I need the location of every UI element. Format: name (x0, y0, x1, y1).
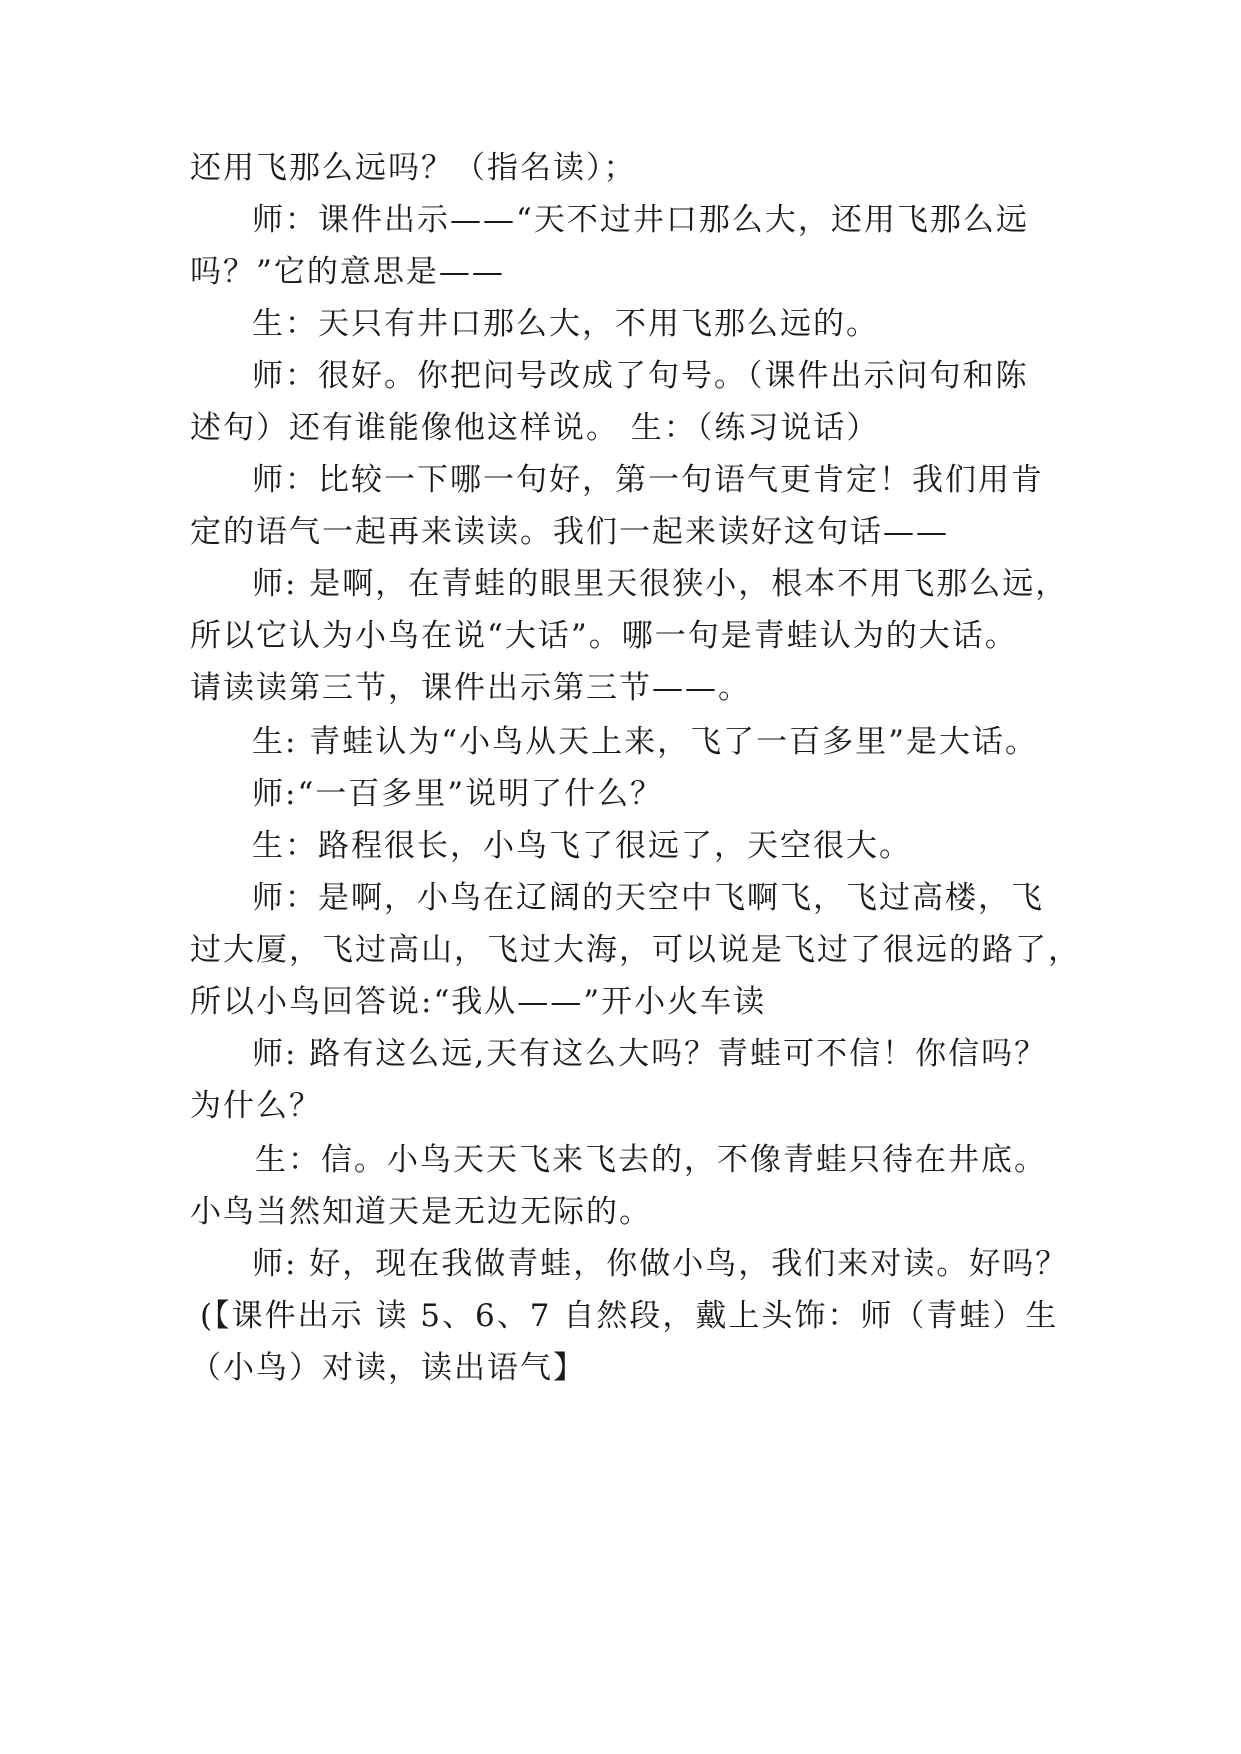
text-line: 所以它认为小鸟在说“大话”。哪一句是青蛙认为的大话。 (190, 618, 1018, 654)
text-line: 生：路程很长，小鸟飞了很远了，天空很大。 (252, 828, 912, 864)
text-line: 师：课件出示——“天不过井口那么大，还用飞那么远 (252, 202, 1029, 238)
text-line: 过大厦，飞过高山，飞过大海，可以说是飞过了很远的路了， (190, 932, 1081, 968)
text-line: 述句）还有谁能像他这样说。 生：（练习说话） (190, 410, 880, 446)
text-line: 吗？”它的意思是—— (190, 254, 505, 290)
text-line: 生: 青蛙认为“小鸟从天上来，飞了一百多里”是大话。 (252, 724, 1038, 760)
text-line: 师：是啊，小鸟在辽阔的天空中飞啊飞，飞过高楼，飞 (252, 880, 1044, 916)
text-line: 师：比较一下哪一句好，第一句语气更肯定！我们用肯 (252, 462, 1044, 498)
text-line: 师: 好，现在我做青蛙，你做小鸟，我们来对读。好吗？ (252, 1246, 1069, 1282)
text-line: 生：天只有井口那么大，不用飞那么远的。 (252, 306, 879, 342)
text-line: 师: 路有这么远,天有这么大吗？青蛙可不信！你信吗？ (252, 1036, 1048, 1072)
text-line: 师:“一百多里”说明了什么？ (252, 776, 664, 812)
text-line: 定的语气一起再来读读。我们一起来读好这句话—— (190, 514, 949, 550)
text-line: 小鸟当然知道天是无边无际的。 (190, 1194, 652, 1230)
text-line: 所以小鸟回答说:“我从——”开小火车读 (190, 984, 767, 1020)
text-line: 为什么？ (190, 1088, 322, 1124)
text-line: 请读读第三节，课件出示第三节——。 (190, 670, 751, 706)
text-line: (【课件出示 读 5、6、7 自然段，戴上头饰：师（青蛙）生 (200, 1298, 1059, 1334)
text-line: 师: 是啊，在青蛙的眼里天很狭小，根本不用飞那么远， (252, 566, 1069, 602)
text-line: （小鸟）对读，读出语气】 (190, 1350, 586, 1386)
text-line: 还用飞那么远吗？（指名读）； (190, 150, 637, 186)
text-line: 生：信。小鸟天天飞来飞去的，不像青蛙只待在井底。 (255, 1142, 1047, 1178)
text-line: 师：很好。你把问号改成了句号。（课件出示问句和陈 (252, 358, 1029, 394)
